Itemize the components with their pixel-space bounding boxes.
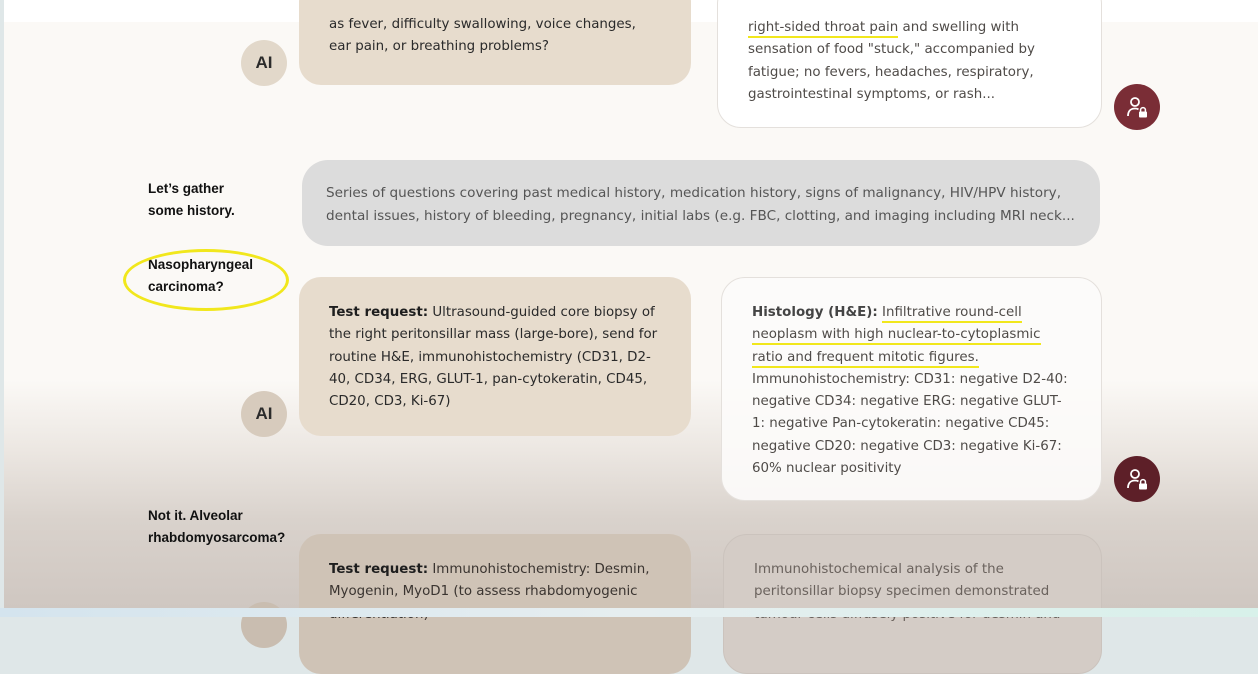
- side-label-line: carcinoma?: [148, 279, 224, 294]
- result-highlight: ratio and frequent mitotic figures.: [752, 350, 979, 368]
- side-label-line: Nasopharyngeal: [148, 257, 254, 272]
- user-lock-icon: [1125, 95, 1149, 119]
- ai-message-text: as fever, difficulty swallowing, voice changes, ear pain, or breathing problems?: [329, 17, 636, 55]
- side-label-line: Let’s gather: [148, 181, 225, 196]
- side-label: [148, 505, 285, 549]
- ai-message-bubble: [299, 0, 691, 85]
- ai-avatar-label: AI: [255, 404, 273, 423]
- user-avatar: [1114, 456, 1160, 502]
- ai-avatar: [241, 40, 287, 86]
- result-text: Immunohistochemistry: CD31: negative D2-40: negative CD34: negative ERG: negative GLUT-1: negative Pan-cytokeratin: negative CD45: negative CD20: negative CD3: negative Ki-67: 60% nuclear positivity: [752, 371, 1068, 477]
- summary-bubble: [302, 160, 1100, 246]
- ihc-result-bubble: [723, 534, 1102, 674]
- ai-test-request-bubble: [299, 277, 691, 436]
- bottom-strip: [0, 608, 1258, 617]
- result-highlight: neoplasm with high nuclear-to-cytoplasmic: [752, 327, 1041, 345]
- side-label: [148, 178, 235, 222]
- side-label-line: rhabdomyosarcoma?: [148, 530, 286, 545]
- histology-label: Histology (H&E):: [752, 305, 878, 320]
- ai-avatar: [241, 391, 287, 437]
- side-label-line: some history.: [148, 203, 235, 218]
- result-text: Immunohistochemical analysis of the peritonsillar biopsy specimen demonstrated: [754, 562, 1050, 600]
- result-bubble: [717, 0, 1102, 128]
- test-request-label: Test request:: [329, 562, 429, 577]
- ai-avatar-label: AI: [255, 53, 273, 72]
- highlight-circle-annotation: [123, 249, 289, 311]
- histology-result-bubble: [721, 277, 1102, 501]
- result-highlight: right-sided throat pain: [748, 20, 898, 38]
- user-avatar: [1114, 84, 1160, 130]
- summary-text: Series of questions covering past medical history, medication history, signs of malignancy, HIV/HPV history, dental issues, history of bleeding, pregnancy, initial labs (e.g. FBC, clotting, and imaging including MRI neck...: [326, 185, 1075, 224]
- result-highlight: Infiltrative round-cell: [882, 305, 1022, 323]
- test-request-text: Ultrasound-guided core biopsy of the right peritonsillar mass (large-bore), send for routine H&E, immunohistochemistry (CD31, D2-40, CD34, ERG, GLUT-1, pan-cytokeratin, CD45, CD20, CD3, Ki-67): [329, 305, 658, 410]
- result-text: and swelling with sensation of food "stuck," accompanied by fatigue; no fevers, headaches, respiratory, gastrointestinal symptoms, or rash...: [748, 20, 1035, 102]
- user-lock-icon: [1125, 467, 1149, 491]
- test-request-text: Immunohistochemistry: Desmin, Myogenin, MyoD1 (to assess rhabdomyogenic: [329, 562, 650, 600]
- test-request-label: Test request:: [329, 305, 429, 320]
- side-label-line: Not it. Alveolar: [148, 508, 243, 523]
- ai-test-request-bubble: [299, 534, 691, 674]
- chat-transcript: [4, 0, 1258, 608]
